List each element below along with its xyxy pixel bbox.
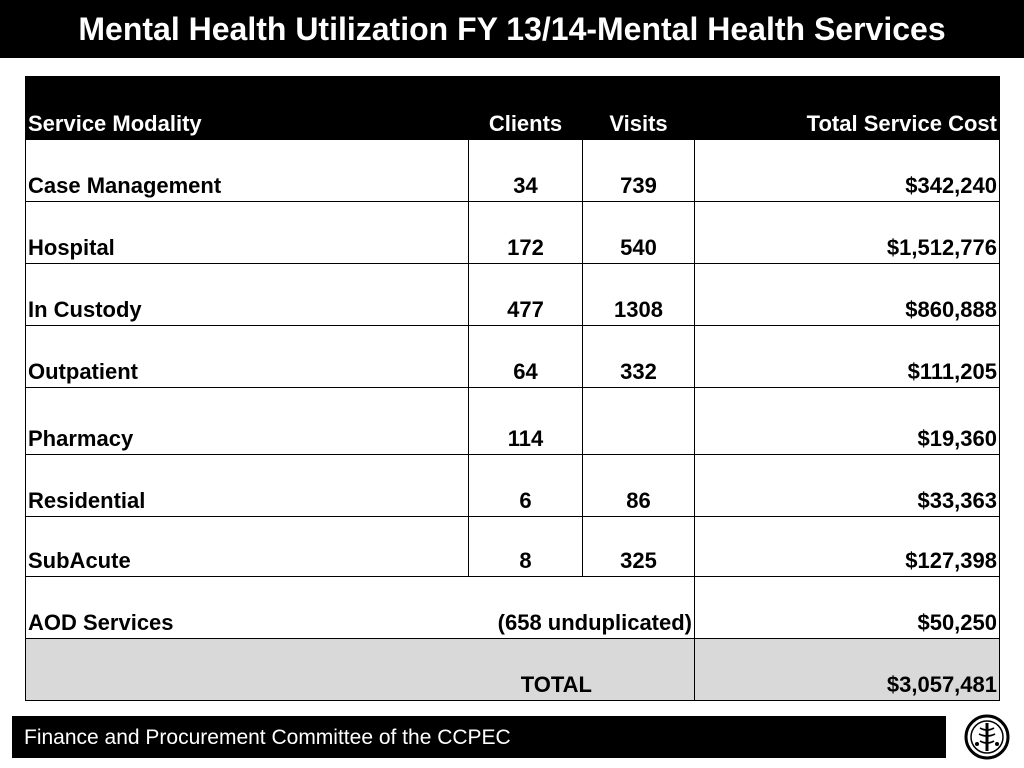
total-cost: $3,057,481 (695, 639, 1000, 701)
column-header-visits: Visits (583, 77, 695, 140)
table-row (26, 326, 1000, 388)
column-header-clients: Clients (469, 77, 583, 140)
table-header-row (26, 77, 1000, 140)
cost-cell: $33,363 (695, 455, 1000, 517)
visits-cell (583, 388, 695, 455)
clients-cell: 8 (469, 517, 583, 577)
visits-cell: 1308 (583, 264, 695, 326)
visits-cell: 540 (583, 202, 695, 264)
total-label: TOTAL (26, 639, 695, 701)
modality-cell: SubAcute (26, 517, 469, 577)
table-row (26, 517, 1000, 577)
visits-cell: 332 (583, 326, 695, 388)
cost-cell: $1,512,776 (695, 202, 1000, 264)
modality-cell: Case Management (26, 140, 469, 202)
table-row (26, 264, 1000, 326)
aod-note-cell: (658 unduplicated) (469, 577, 695, 639)
table-row (26, 140, 1000, 202)
clients-cell: 114 (469, 388, 583, 455)
modality-cell: Residential (26, 455, 469, 517)
modality-cell: Hospital (26, 202, 469, 264)
visits-cell: 325 (583, 517, 695, 577)
county-seal-icon (964, 714, 1010, 760)
cost-cell: $50,250 (695, 577, 1000, 639)
cost-cell: $860,888 (695, 264, 1000, 326)
modality-cell: AOD Services (26, 577, 469, 639)
table-row (26, 202, 1000, 264)
table-row (26, 455, 1000, 517)
clients-cell: 34 (469, 140, 583, 202)
cost-cell: $19,360 (695, 388, 1000, 455)
modality-cell: In Custody (26, 264, 469, 326)
cost-cell: $342,240 (695, 140, 1000, 202)
column-header-cost: Total Service Cost (695, 77, 1000, 140)
clients-cell: 6 (469, 455, 583, 517)
cost-cell: $127,398 (695, 517, 1000, 577)
visits-cell: 739 (583, 140, 695, 202)
table-row (26, 388, 1000, 455)
modality-cell: Outpatient (26, 326, 469, 388)
clients-cell: 172 (469, 202, 583, 264)
total-row (26, 639, 1000, 701)
clients-cell: 477 (469, 264, 583, 326)
page-title: Mental Health Utilization FY 13/14-Mental Health Services (0, 0, 1024, 58)
footer-bar (12, 716, 946, 758)
column-header-modality: Service Modality (26, 77, 469, 140)
footer-text: Finance and Procurement Committee of the CCPEC (24, 726, 511, 749)
clients-cell: 64 (469, 326, 583, 388)
modality-cell: Pharmacy (26, 388, 469, 455)
visits-cell: 86 (583, 455, 695, 517)
aod-row (26, 577, 1000, 639)
cost-cell: $111,205 (695, 326, 1000, 388)
utilization-table (25, 76, 1000, 701)
